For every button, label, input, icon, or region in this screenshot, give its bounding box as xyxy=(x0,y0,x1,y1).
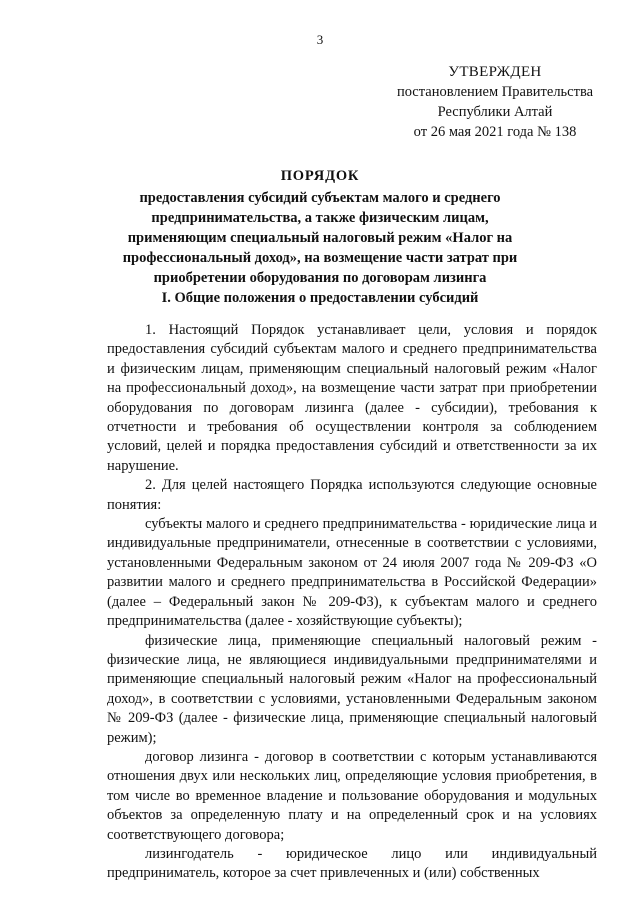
paragraph-2: 2. Для целей настоящего Порядка используются следующие основные понятия: xyxy=(107,477,597,513)
paragraph-definition-leasing-contract: договор лизинга - договор в соответствии с которым устанавливаются отношения двух или нескольких лиц, определяющие условия приобретения, в том числе во временное владение и пользование оборудования и модульных объектов за определенную плату и на определенный срок и на условиях соответствующего договора; xyxy=(107,748,597,843)
approval-line-2: Республики Алтай xyxy=(437,104,553,120)
paragraph-definition-self-employed: физические лица, применяющие специальный налоговый режим - физические лица, не являющиеся индивидуальными предпринимателями и применяющие специальный налоговый режим «Налог на профессиональный доход», в соответствии с условиями, установленными Федеральным законом № 209-ФЗ (далее - физические лица, применяющие специальный налоговый режим); xyxy=(107,632,597,746)
page-number: 3 xyxy=(316,32,324,47)
document-title-block xyxy=(110,166,530,288)
approval-block xyxy=(380,62,610,142)
approval-line-1: постановлением Правительства xyxy=(396,84,594,100)
paragraph-1: 1. Настоящий Порядок устанавливает цели, условия и порядок предоставления субсидий субъектам малого и среднего предпринимательства и физическим лицам, применяющим специальный налоговый режим «Налог на профессиональный доход», на возмещение части затрат при приобретении оборудования по договорам лизинга (далее - субсидии), требования к отчетности и требования об осуществлении контроля за соблюдением условий, целей и порядка предоставления субсидий и ответственности за их нарушение. xyxy=(107,322,597,474)
document-title: ПОРЯДОК xyxy=(280,168,360,184)
body-text xyxy=(107,321,597,884)
paragraph-definition-smb: субъекты малого и среднего предпринимательства - юридические лица и индивидуальные предприниматели, отнесенные в соответствии с условиями, установленными Федеральным законом от 24 июля 2007 года № 209-ФЗ «О развитии малого и среднего предпринимательства в Российской Федерации» (далее – Федеральный закон № 209-ФЗ), к субъектам малого и среднего предпринимательства (далее - хозяйствующие субъекты); xyxy=(107,516,597,630)
paragraph-definition-lessor: лизингодатель - юридическое лицо или индивидуальный предприниматель, которое за счет привлеченных и (или) собственных xyxy=(107,845,597,882)
section-heading: I. Общие положения о предоставлении субсидий xyxy=(161,290,479,306)
approval-title: УТВЕРЖДЕН xyxy=(448,64,542,80)
document-subtitle: предоставления субсидий субъектам малого и среднего предпринимательства, а также физическим лицам, применяющим специальный налоговый режим «Налог на профессиональный доход», на возмещение части затрат при приобретении оборудования по договорам лизинга xyxy=(122,190,518,286)
approval-line-3: от 26 мая 2021 года № 138 xyxy=(413,124,577,140)
